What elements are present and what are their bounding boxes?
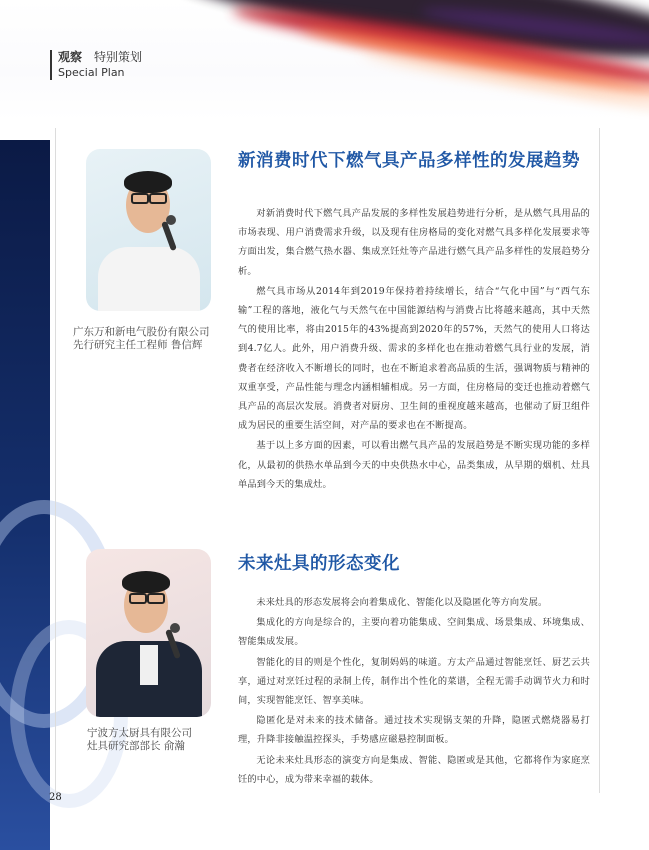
article-1-body bbox=[238, 204, 590, 495]
article-1-paragraph: 燃气具市场从2014年到2019年保持着持续增长，结合“气化中国”与“西气东输”工程的落地，液化气与天然气在中国能源结构与消费占比将越来越高，其中天然气的使用比率，将由2015年的43%提高到2020年的57%，天然气的使用人口将达到4.7亿人。此外，用户消费升级、需求的多样化也在推动着燃气具行业的发展，消费者在经济收入不断增长的同时，也在不断追求着高品质的生活，强调物质与精神的双重享受，产品性能与理念内涵相辅相成。另一方面，住房格局的变迁也推动着燃气具产品的高层次发展。消费者对厨房、卫生间的重视度越来越高，也催动了厨卫组件成为居民的重要生活空间，对产品的要求也在不断提高。 bbox=[238, 285, 590, 432]
article-2-paragraph: 智能化的目的则是个性化，复制妈妈的味道。方太产品通过智能烹饪、厨艺云共享，通过对烹饪过程的录制上传，制作出个性化的菜谱，全程无需手动调节火力和时间，实现智能烹饪、智享美味。 bbox=[238, 656, 590, 707]
article-1-paragraph: 对新消费时代下燃气具产品发展的多样性发展趋势进行分析，是从燃气具用品的市场表现、用户消费需求升级，以及现有住房格局的变化对燃气具多样化发展要求等方面出发，集合燃气热水器、集成烹饪灶等产品进行燃气具产品多样性的发展趋势分析。 bbox=[238, 208, 590, 277]
article-2-paragraph: 集成化的方向是综合的，主要向着功能集成、空间集成、场景集成、环境集成、智能集成发展。 bbox=[238, 617, 590, 648]
article-1-paragraph: 基于以上多方面的因素，可以看出燃气具产品的发展趋势是不断实现功能的多样化，从最初的供热水单品到今天的中央供热水中心，品类集成，从早期的烟机、灶具单品到今天的集成灶。 bbox=[238, 440, 590, 490]
article-2-paragraph: 未来灶具的形态发展将会向着集成化、智能化以及隐匿化等方向发展。 bbox=[256, 597, 548, 608]
section-subtitle: 特别策划 bbox=[94, 50, 143, 64]
page-number: 28 bbox=[49, 792, 62, 803]
speaker-photo-2 bbox=[86, 549, 211, 717]
section-title-en: Special Plan bbox=[58, 66, 125, 79]
section-title: 观察 bbox=[58, 50, 83, 64]
article-2-title: 未来灶具的形态变化 bbox=[238, 554, 400, 574]
article-2-body bbox=[238, 593, 590, 790]
speaker-caption-1: 广东万和新电气股份有限公司 先行研究主任工程师 鲁信辉 bbox=[73, 326, 210, 351]
article-2-paragraph: 无论未来灶具形态的演变方向是集成、智能、隐匿或是其他，它都将作为家庭烹饪的中心，成为带来幸福的载体。 bbox=[238, 754, 590, 785]
article-2-paragraph: 隐匿化是对未来的技术储备。通过技术实现锅支架的升降，隐匿式燃烧器易打理，升降非接触温控探头，手势感应磁悬控制面板。 bbox=[238, 715, 590, 746]
speaker-caption-2: 宁波方太厨具有限公司 灶具研究部部长 俞瀚 bbox=[87, 727, 192, 752]
article-1-title: 新消费时代下燃气具产品多样性的发展趋势 bbox=[238, 151, 580, 171]
speaker-photo-1 bbox=[86, 149, 211, 311]
section-tag bbox=[50, 50, 142, 80]
